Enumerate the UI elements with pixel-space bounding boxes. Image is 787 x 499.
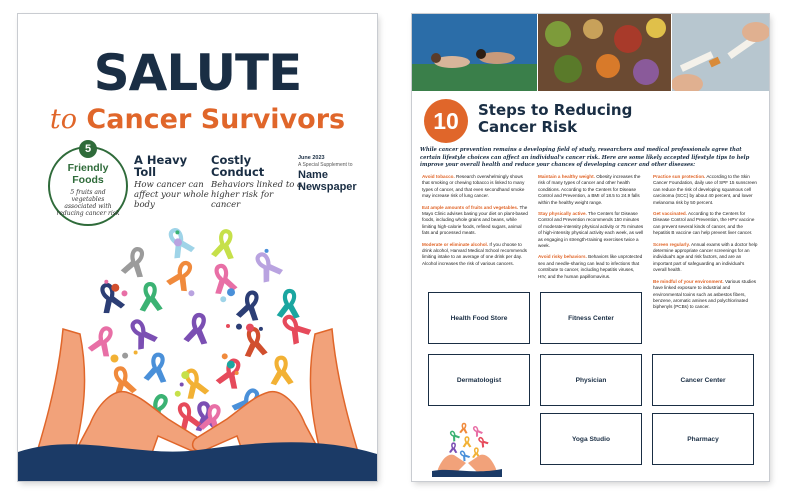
tip-body: Behaviors like unprotected sex and needle-sharing can lead to infections that contribute to cancer, including hepatitis viruses, HIV, and the human papillomavirus. [538,254,643,279]
feature-costly-conduct [211,154,303,210]
cover-page [18,14,377,481]
feature-subtitle: Behaviors linked to a higher risk for cancer [211,180,303,210]
tip-item [422,242,528,268]
ribbon-icon [178,365,210,401]
confetti-dot [122,353,128,359]
confetti-dot [246,324,254,332]
tip-body: If you choose to drink alcohol, Harvard Medical School recommends limiting intake to an average of one drink per day. Alcohol increases the risk of various cancers. [422,241,527,266]
ribbon-icon [471,424,484,437]
tip-item [538,254,644,280]
ribbon-icon [165,256,199,293]
ad-box-pharmacy: Pharmacy [652,413,754,465]
tip-heading: Screen regularly. [653,241,690,247]
photo-healthy-food [538,14,671,91]
feature-title [134,154,214,178]
feature-title-line2: Conduct [211,165,265,179]
confetti-dot [180,382,184,386]
confetti-dot [265,249,269,253]
tip-heading: Practice sun protection. [653,174,706,179]
ribbon-icon [211,227,239,260]
number-badge: 10 [424,99,468,143]
tip-item [653,279,759,311]
tip-heading: Avoid risky behaviors. [538,254,587,260]
ribbon-icon [138,281,163,312]
newspaper-name-line1: Name [298,168,328,181]
ribbon-icon [183,311,212,346]
ad-box-fitness-center: Fitness Center [540,292,642,344]
tip-item [422,205,528,237]
newspaper-name-line2: Newspaper [298,180,357,193]
confetti-dot [235,371,239,375]
badge-number: 5 [79,140,97,158]
page-heading-line2: Cancer Risk [478,118,578,136]
ad-box-dermatologist: Dermatologist [428,354,530,406]
feature-title-line2: Toll [134,165,157,179]
photo-broken-cigarette [672,14,769,91]
confetti-dot [104,280,108,284]
issue-date: June 2023 [298,155,325,161]
confetti-dot [226,324,230,328]
tip-item [538,211,644,249]
tip-item [653,174,759,206]
tip-body: Research overwhelmingly shows that smoking or chewing tobacco is linked to many types of cancer, and that even secondhand smoke may increase risk of lung cancer. [422,174,525,199]
tip-item [538,174,644,206]
confetti-dot [134,351,138,355]
ribbon-icon [459,422,468,433]
feature-title [211,154,303,178]
ribbon-icon [143,351,170,384]
inside-page [412,14,769,481]
tip-body: The Centers for Disease Control and Prevention recommends 150 minutes of moderate-intensity physical activity or 75 minutes of high-intensity physical activity each week, as well as engaging in strength-training exercises twice a week. [538,211,644,249]
ribbon-icon [277,288,302,319]
tips-column-2 [538,174,644,285]
ribbon-icon [463,436,472,447]
confetti-dot [174,238,182,246]
tip-body: Annual exams with a doctor help determine appropriate cancer screenings for an individual's age and risk factors, and are an important part of safeguarding an individual's overall health. [653,241,758,273]
page-heading-line1: Steps to Reducing [478,101,633,119]
confetti-dot [181,371,189,379]
issue-info [298,155,374,193]
tip-item [422,174,528,200]
photo-exercise [412,14,537,91]
badge-title [50,162,126,186]
ribbon-icon [120,244,150,279]
cover-title: SALUTE [93,44,302,102]
feature-subtitle: How cancer can affect your whole body [134,180,209,210]
badge-subtitle: 5 fruits and vegetables associated with reducing cancer risk [56,189,120,217]
ribbon-icon [215,355,247,391]
confetti-dot [227,361,235,369]
cover-subtitle-main: Cancer Survivors [86,104,346,135]
tip-heading: Avoid tobacco. [422,174,455,179]
tips-column-3 [653,174,759,316]
hands-ribbons-illustration [18,214,377,481]
feature-title-line1: Costly [211,153,252,167]
tip-item [653,211,759,237]
newspaper-name [298,169,374,193]
ad-box-cancer-center: Cancer Center [652,354,754,406]
confetti-dot [111,284,119,292]
tip-body: The Mayo Clinic advises basing your diet on plant-based foods, including whole grains and beans, while limiting high-calorie foods, refined sugars, animal fats and processed meats. [422,204,528,236]
confetti-dot [236,324,242,330]
tip-body: Various studies have linked exposure to industrial and environmental toxins such as asbestos fibers, benzene, aromatic amines and polychlorinated biphenyls (PCBs) to cancer. [653,278,757,310]
ribbon-icon [124,314,159,351]
tip-heading: Stay physically active. [538,211,587,217]
confetti-dot [175,391,181,397]
tip-heading: Maintain a healthy weight. [538,174,595,179]
ribbon-icon [476,435,489,449]
confetti-dot [222,353,228,359]
ribbon-icon [87,322,119,358]
cover-subtitle-to: to [49,104,78,135]
confetti-dot [259,327,263,331]
intro-paragraph: While cancer prevention remains a developing field of study, researchers and medical professionals agree that certain lifestyle choices can affect an individual's cancer risk. Here are some likely accepted lifestyle tips to help improve your overall health and reduce your chances of developing cancer and other diseases: [420,147,750,168]
confetti-dot [227,288,235,296]
tips-column-1 [422,174,528,272]
confetti-dot [121,290,127,296]
ribbon-icon [447,429,460,443]
ad-box-health-food-store: Health Food Store [428,292,530,344]
tip-heading: Moderate or eliminate alcohol. [422,241,489,247]
mini-hands-ribbons-logo [432,419,502,477]
ribbon-icon [269,355,294,386]
badge-title-line2: Foods [72,174,104,186]
badge-title-line1: Friendly [67,162,109,174]
confetti-dot [188,290,194,296]
feature-title-line1: A Heavy [134,153,188,167]
tip-item [653,242,759,274]
tip-body: According to the Skin Cancer Foundation, daily use of SPF 15 sunscreen can reduce the risk of developing squamous cell carcinoma (SCC) by about 40 percent, and lower melanoma risk by 50 percent. [653,174,757,205]
ad-box-physician: Physician [540,354,642,406]
confetti-dot [110,354,118,362]
tip-heading: Be mindful of your environment. [653,278,724,284]
cover-subtitle [18,106,377,133]
page-heading [478,102,638,136]
tip-body: According to the Centers for Disease Control and Prevention, the HPV vaccine can prevent several kinds of cancer, and the hepatitis B vaccine can help prevent liver cancer. [653,211,755,236]
tip-heading: Eat ample amounts of fruits and vegetables. [422,204,519,210]
tip-body: Obesity increases the risk of many types of cancer and other health conditions. According to the Centers for Disease Control and Prevention, a BMI of 18.5 to 24.9 falls within the healthy weight range. [538,174,641,205]
tip-heading: Get vaccinated. [653,211,687,217]
ribbon-icon [235,288,265,322]
ribbon-icon [241,326,268,358]
feature-heavy-toll [134,154,214,210]
ribbon-icon [94,279,126,315]
ad-box-yoga-studio: Yoga Studio [540,413,642,465]
ribbon-icon [449,442,458,453]
confetti-dot [175,230,179,234]
confetti-dot [220,296,226,302]
issue-supplement: A Special Supplement to [298,161,353,168]
